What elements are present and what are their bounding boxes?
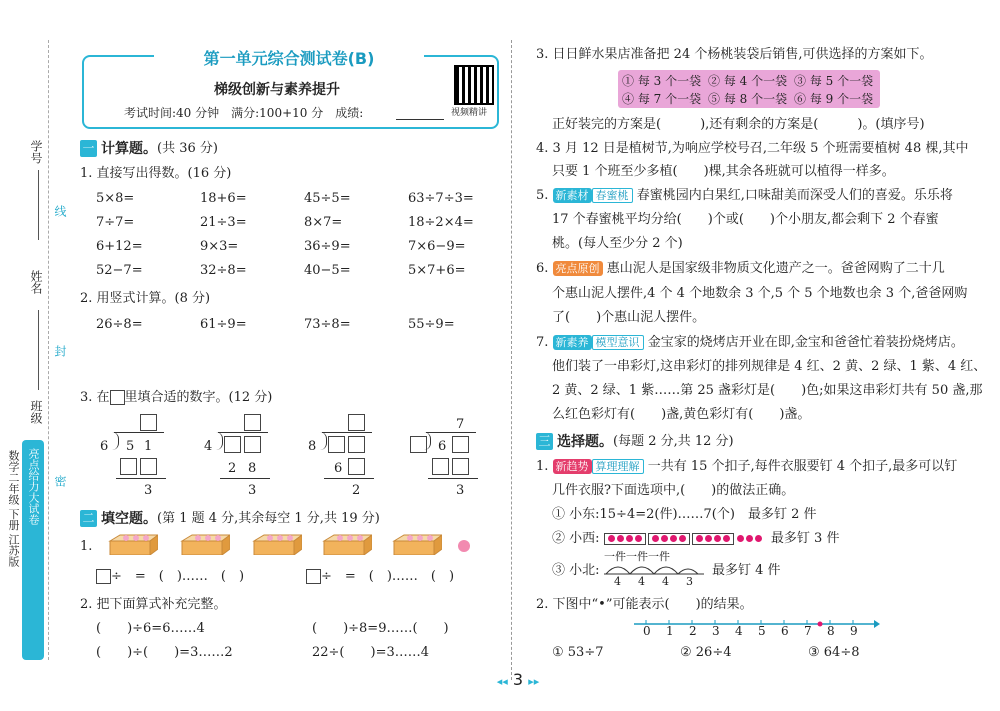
long-division-1	[96, 412, 176, 497]
dot-group-icon	[692, 533, 734, 545]
dot-icon	[755, 535, 762, 542]
c1-opt3-result: 最多钉 4 件	[712, 563, 781, 578]
vertical-calc-item: 73÷8=	[304, 317, 351, 332]
calc-item: 7÷7=	[96, 215, 135, 230]
tick-label: 1	[666, 624, 674, 638]
calc-item: 18÷2×4=	[408, 215, 474, 230]
section-1-number: 一	[80, 140, 97, 157]
c2-option-3[interactable]: ③ 64÷8	[808, 645, 860, 660]
original-tag: 亮点原创	[553, 261, 603, 276]
divisor: 6	[100, 439, 109, 454]
r-q5-line2: 17 个春蜜桃平均分给( )个或( )个小朋友,都会剩下 2 个春蜜	[552, 212, 939, 227]
exam-title-wrap	[154, 46, 424, 69]
book-spine	[22, 440, 44, 660]
q7-number: 7.	[536, 335, 549, 350]
remainder: 3	[144, 483, 153, 498]
binding-margin	[0, 0, 70, 711]
calc-item: 32÷8=	[200, 263, 247, 278]
q3-prefix: 3. 在	[80, 390, 110, 405]
option-item: ② 每 4 个一袋	[708, 74, 788, 88]
class-label: 班级	[29, 400, 43, 424]
s2-q2: 2. 把下面算式补充完整。	[80, 597, 227, 612]
s2-eq2	[306, 568, 454, 585]
option-item: ① 每 3 个一袋	[622, 74, 702, 88]
calc-item: 52−7=	[96, 263, 143, 278]
product-blank[interactable]	[120, 458, 137, 475]
new-literacy-tag: 新素养	[553, 335, 592, 350]
jump-tick: 3	[686, 575, 693, 588]
r-q5-line1	[536, 187, 953, 204]
section-1-points: (共 36 分)	[157, 140, 218, 156]
score-line	[396, 119, 444, 120]
c1-option-3[interactable]	[552, 562, 600, 579]
dividend-digit: 1	[144, 439, 153, 454]
number-line	[634, 616, 880, 640]
tick-label: 5	[758, 624, 766, 638]
tick-label: 6	[781, 624, 789, 638]
r-q7-line1	[536, 334, 964, 351]
c1-opt2-label: ② 小西:	[552, 531, 600, 546]
peach-crate-icon	[106, 533, 158, 555]
long-division-2	[200, 412, 280, 497]
r-q5-line3: 桃。(每人至少分 2 个)	[552, 236, 683, 251]
dot-icon	[746, 535, 753, 542]
eq1-text: ÷ = ( )…… ( )	[111, 569, 245, 584]
peach-crate-icon	[178, 533, 230, 555]
c1-opt3-label: ③ 小北:	[552, 563, 600, 578]
product-blank[interactable]	[348, 458, 365, 475]
prev-arrow-icon: ◂◂	[496, 675, 508, 688]
peach-crate-icon	[250, 533, 302, 555]
jump-label: 一件一件一件	[604, 550, 670, 563]
jump-tick: 4	[638, 575, 645, 588]
seal-mark-line: 线	[53, 205, 67, 217]
quotient-digit: 7	[456, 417, 465, 432]
calc-item: 63÷7÷3=	[408, 191, 474, 206]
next-arrow-icon: ▸▸	[528, 675, 540, 688]
calc-item: 7×6−9=	[408, 239, 466, 254]
peach-crate-icon	[390, 533, 442, 555]
product-blank[interactable]	[140, 458, 157, 475]
qr-label: 视频精讲	[451, 108, 488, 118]
tick-label: 7	[804, 624, 812, 638]
section-2-title: 填空题。	[101, 511, 157, 527]
tick-label: 8	[827, 624, 835, 638]
option-item: ④ 每 7 个一袋	[622, 92, 702, 106]
calc-item: 5×8=	[96, 191, 135, 206]
single-peach-icon	[458, 540, 470, 552]
r-q7-line4: 么红色彩灯有( )盏,黄色彩灯有( )盏。	[552, 407, 811, 422]
r-q3: 3. 日日鲜水果店准备把 24 个杨桃装袋后销售,可供选择的方案如下。	[536, 47, 933, 62]
c1-option-2[interactable]	[552, 530, 839, 547]
remainder: 3	[456, 483, 465, 498]
student-id-line	[38, 170, 39, 240]
long-division-4	[408, 412, 488, 497]
eq2-text: ÷ = ( )…… ( )	[321, 569, 455, 584]
seal-mark-secret: 密	[53, 475, 67, 487]
section-2-header	[80, 508, 380, 528]
vertical-calc-item: 55÷9=	[408, 317, 455, 332]
product-blank[interactable]	[452, 458, 469, 475]
fill-item: 22÷( )=3……4	[312, 645, 430, 660]
option-item: ⑥ 每 9 个一袋	[794, 92, 874, 106]
blank-box-icon[interactable]	[306, 569, 321, 584]
dividend-blank[interactable]	[348, 436, 365, 453]
section-3-header	[536, 431, 734, 451]
vertical-calc-item: 61÷9=	[200, 317, 247, 332]
column-divider	[511, 40, 512, 680]
dot-group-icon	[604, 533, 646, 545]
option-box	[618, 70, 880, 108]
qr-code-icon[interactable]	[454, 65, 494, 105]
remainder: 2	[352, 483, 361, 498]
long-division-3	[304, 412, 384, 497]
quotient-blank[interactable]	[348, 414, 365, 431]
q5-number: 5.	[536, 188, 549, 203]
dividend-blank[interactable]	[328, 436, 345, 453]
blank-box-icon	[110, 390, 125, 405]
tick-label: 0	[643, 624, 651, 638]
s1-q2: 2. 用竖式计算。(8 分)	[80, 291, 211, 306]
r-q4-line2: 只要 1 个班至少多植( )棵,其余各班就可以植得一样多。	[552, 164, 895, 179]
new-material-tag: 新素材	[553, 188, 592, 203]
tick-label: 3	[712, 624, 720, 638]
r-q6-line1	[536, 260, 945, 277]
topic-tag: 春蜜桃	[592, 188, 633, 203]
divisor: 4	[204, 439, 213, 454]
dot-icon	[737, 535, 744, 542]
c2-option-1[interactable]: ① 53÷7	[552, 645, 604, 660]
name-line	[38, 310, 39, 390]
name-label: 姓名	[29, 270, 43, 294]
jump-numberline	[604, 548, 704, 588]
calc-item: 18+6=	[200, 191, 247, 206]
fill-item: ( )÷8=9……( )	[312, 621, 449, 636]
product-digit: 8	[248, 461, 257, 476]
exam-subtitle: 梯级创新与素养提升	[214, 82, 340, 98]
c1-line2: 几件衣服?下面选项中,( )的做法正确。	[552, 483, 795, 498]
q7-text: 金宝家的烧烤店开业在即,金宝和爸爸忙着装扮烧烤店。	[647, 335, 964, 350]
q5-text: 春蜜桃园内白果红,口味甜美而深受人们的喜爱。乐乐将	[636, 188, 953, 203]
r-q6-line3: 了( )个惠山泥人摆件。	[552, 310, 706, 325]
c1-option-1[interactable]: ① 小东:15÷4=2(件)……7(个) 最多钉 2 件	[552, 507, 817, 522]
c1-line1	[536, 458, 957, 475]
student-id-label: 学号	[29, 140, 43, 164]
fill-item: ( )÷6=6……4	[96, 621, 205, 636]
calc-item: 40−5=	[304, 263, 351, 278]
product-digit: 6	[334, 461, 343, 476]
option-item: ⑤ 每 8 个一袋	[708, 92, 788, 106]
s2-eq1	[96, 568, 244, 585]
tick-label: 2	[689, 624, 697, 638]
section-3-title: 选择题。	[557, 434, 613, 450]
s2-q1: 1.	[80, 539, 93, 554]
r-q4-line1: 4. 3 月 12 日是植树节,为响应学校号召,二年级 5 个班需要植树 48 棵,其中	[536, 141, 969, 156]
section-2-points: (第 1 题 4 分,其余每空 1 分,共 19 分)	[157, 510, 380, 526]
section-3-points: (每题 2 分,共 12 分)	[613, 433, 734, 449]
section-3-number: 三	[536, 433, 553, 450]
topic-tag: 算理理解	[592, 459, 644, 474]
book-subtitle: 数学二年级 下册 江苏版	[7, 450, 20, 567]
tick-label: 4	[735, 624, 743, 638]
exam-header	[82, 49, 499, 129]
s1-q3	[80, 389, 272, 406]
option-item: ③ 每 5 个一袋	[794, 74, 874, 88]
page-footer	[478, 670, 558, 689]
exam-title: 第一单元综合测试卷(B)	[203, 49, 375, 68]
quotient-blank[interactable]	[244, 414, 261, 431]
c1-text: 一共有 15 个扣子,每件衣服要钉 4 个扣子,最多可以钉	[647, 459, 958, 474]
calc-item: 8×7=	[304, 215, 343, 230]
dividend-digit: 6	[438, 439, 447, 454]
new-trend-tag: 新趋势	[553, 459, 592, 474]
seal-mark-seal: 封	[53, 345, 67, 357]
jump-tick: 4	[614, 575, 621, 588]
remainder: 3	[248, 483, 257, 498]
c2-option-2[interactable]: ② 26÷4	[680, 645, 732, 660]
calc-item: 45÷5=	[304, 191, 351, 206]
c2-question: 2. 下图中“•”可能表示( )的结果。	[536, 597, 753, 612]
topic-tag: 模型意识	[592, 335, 644, 350]
q6-text: 惠山泥人是国家级非物质文化遗产之一。爸爸网购了二十几	[606, 261, 945, 276]
s1-q1: 1. 直接写出得数。(16 分)	[80, 166, 232, 181]
q3-suffix: 里填合适的数字。(12 分)	[124, 390, 273, 405]
section-1-header	[80, 138, 218, 158]
r-q7-line2: 他们装了一串彩灯,这串彩灯的排列规律是 4 红、2 黄、2 绿、1 紫、4 红、	[552, 359, 987, 374]
c1-number: 1.	[536, 459, 549, 474]
blank-box-icon[interactable]	[96, 569, 111, 584]
r-q7-line3: 2 黄、2 绿、1 紫……第 25 盏彩灯是( )色;如果这串彩灯共有 50 盏,那	[552, 383, 983, 398]
r-q6-line2: 个惠山泥人摆件,4 个 4 个地数余 3 个,5 个 5 个地数也余 3 个,爸爸网购	[552, 286, 968, 301]
page-number: 3	[512, 670, 524, 689]
calc-item: 9×3=	[200, 239, 239, 254]
dot-group-icon	[648, 533, 690, 545]
product-digit: 2	[228, 461, 237, 476]
section-1-title: 计算题。	[101, 141, 157, 157]
product-blank[interactable]	[432, 458, 449, 475]
dividend-digit: 5	[126, 439, 135, 454]
dividend-blank[interactable]	[452, 436, 469, 453]
q6-number: 6.	[536, 261, 549, 276]
section-2-number: 二	[80, 510, 97, 527]
vertical-calc-item: 26÷8=	[96, 317, 143, 332]
dividend-blank[interactable]	[244, 436, 261, 453]
calc-item: 6+12=	[96, 239, 143, 254]
calc-item: 36÷9=	[304, 239, 351, 254]
exam-info: 考试时间:40 分钟 满分:100+10 分 成绩:	[124, 106, 364, 120]
r-q3-answer: 正好装完的方案是( ),还有剩余的方案是( )。(填序号)	[552, 117, 925, 132]
book-title: 亮点给力大试卷	[27, 448, 40, 525]
quotient-blank[interactable]	[140, 414, 157, 431]
cut-line	[48, 40, 49, 660]
c1-opt2-result: 最多钉 3 件	[770, 531, 840, 546]
calc-item: 21÷3=	[200, 215, 247, 230]
peach-crate-icon	[320, 533, 372, 555]
fill-item: ( )÷( )=3……2	[96, 645, 233, 660]
dividend-blank[interactable]	[224, 436, 241, 453]
tick-label: 9	[850, 624, 858, 638]
divisor: 8	[308, 439, 317, 454]
jump-tick: 4	[662, 575, 669, 588]
calc-item: 5×7+6=	[408, 263, 466, 278]
